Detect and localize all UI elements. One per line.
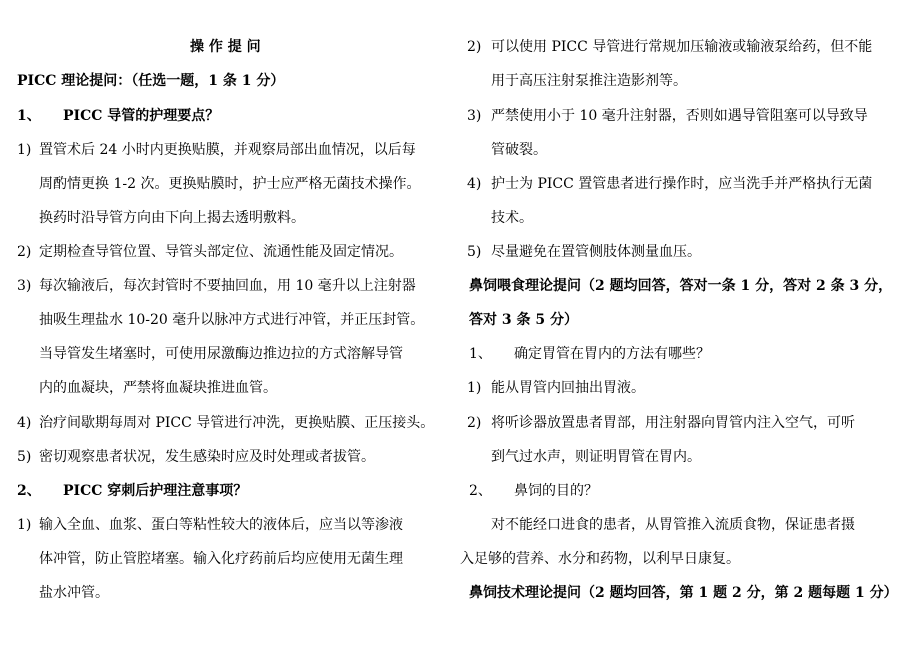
item-line: 置管术后 24 小时内更换贴膜，并观察局部出血情况，以后每 — [39, 142, 416, 158]
item-line: 输入全血、血浆、蛋白等粘性较大的液体后，应当以等渗液 — [39, 517, 403, 533]
item-line: 体冲管，防止管腔堵塞。输入化疗药前后均应使用无菌生理 — [39, 551, 403, 567]
item-line: 严禁使用小于 10 毫升注射器，否则如遇导管阻塞可以导致导 — [491, 108, 868, 124]
nasal-technique-section-header: 鼻饲技术理论提问（2 题均回答，第 1 题 2 分，第 2 题每题 1 分） — [469, 585, 898, 601]
question-text: PICC 穿刺后护理注意事项？ — [63, 483, 248, 499]
item-line: 盐水冲管。 — [39, 585, 109, 601]
header-line: 鼻饲喂食理论提问（2 题均回答，答对一条 1 分，答对 2 条 3 分， — [469, 278, 893, 294]
item-line: 治疗间歇期每周对 PICC 导管进行冲洗，更换贴膜、正压接头。 — [39, 415, 435, 431]
item-line: 将听诊器放置患者胃部，用注射器向胃管内注入空气，可听 — [491, 415, 855, 431]
page-title: 操 作 提 问 — [190, 39, 261, 55]
item-line: 内的血凝块，严禁将血凝块推进血管。 — [39, 380, 277, 396]
item-line: 到气过水声，则证明胃管在胃内。 — [491, 449, 701, 465]
item-number: 2) — [17, 244, 32, 260]
item-number: 4) — [17, 415, 32, 431]
item-line: 周酌情更换 1-2 次。更换贴膜时，护士应严格无菌技术操作。 — [39, 176, 421, 192]
question-number: 1、 — [17, 108, 41, 124]
item-number: 5) — [467, 244, 482, 260]
item-number: 1) — [17, 142, 32, 158]
item-line: 技术。 — [491, 210, 533, 226]
item-number: 2) — [467, 39, 482, 55]
item-line: 管破裂。 — [491, 142, 547, 158]
question-number: 1、 — [469, 346, 492, 362]
item-line: 能从胃管内回抽出胃液。 — [491, 380, 645, 396]
question-text: 确定胃管在胃内的方法有哪些？ — [514, 346, 710, 362]
question-number: 2、 — [17, 483, 41, 499]
item-line: 用于高压注射泵推注造影剂等。 — [491, 73, 687, 89]
picc-section-header: PICC 理论提问：（任选一题，1 条 1 分） — [17, 73, 285, 89]
item-line: 护士为 PICC 置管患者进行操作时，应当洗手并严格执行无菌 — [491, 176, 873, 192]
item-line: 当导管发生堵塞时，可使用尿激酶边推边拉的方式溶解导管 — [39, 346, 403, 362]
item-line: 可以使用 PICC 导管进行常规加压输液或输液泵给药，但不能 — [491, 39, 873, 55]
item-line: 定期检查导管位置、导管头部定位、流通性能及固定情况。 — [39, 244, 403, 260]
item-number: 2) — [467, 415, 482, 431]
item-line: 每次输液后，每次封管时不要抽回血，用 10 毫升以上注射器 — [39, 278, 416, 294]
question-text: PICC 导管的护理要点？ — [63, 108, 220, 124]
item-number: 4) — [467, 176, 482, 192]
item-line: 密切观察患者状况，发生感染时应及时处理或者拔管。 — [39, 449, 375, 465]
item-number: 5) — [17, 449, 32, 465]
item-number: 1) — [467, 380, 482, 396]
item-number: 3) — [17, 278, 32, 294]
item-line: 换药时沿导管方向由下向上揭去透明敷料。 — [39, 210, 305, 226]
item-number: 3) — [467, 108, 482, 124]
header-line: 答对 3 条 5 分） — [469, 312, 578, 328]
item-line: 尽量避免在置管侧肢体测量血压。 — [491, 244, 701, 260]
paragraph-line: 对不能经口进食的患者，从胃管推入流质食物，保证患者摄 — [491, 517, 855, 533]
item-line: 抽吸生理盐水 10-20 毫升以脉冲方式进行冲管，并正压封管。 — [39, 312, 425, 328]
question-number: 2、 — [469, 483, 492, 499]
paragraph-line: 入足够的营养、水分和药物，以利早日康复。 — [460, 551, 740, 567]
item-number: 1) — [17, 517, 32, 533]
question-text: 鼻饲的目的？ — [514, 483, 598, 499]
